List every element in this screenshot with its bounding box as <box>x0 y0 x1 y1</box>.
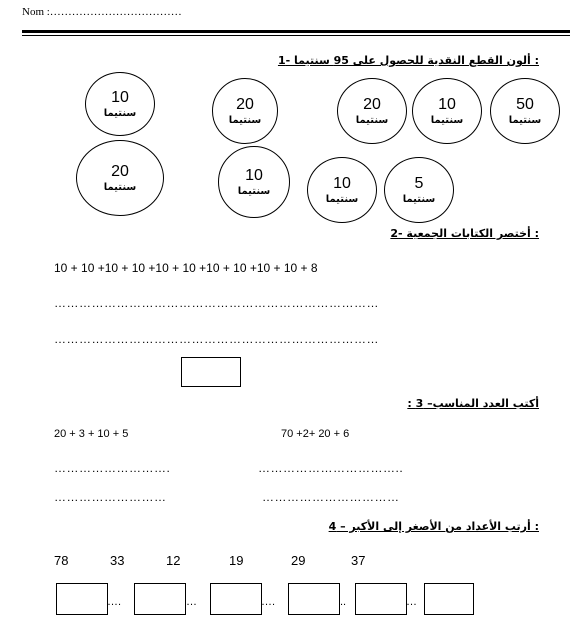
coin[interactable] <box>384 157 454 223</box>
answer-line[interactable]: …………………………….. <box>258 461 404 475</box>
coin-value: 10 <box>111 88 129 106</box>
addition-expression: 10 + 10 +10 + 10 +10 + 10 +10 + 10 +10 + 10 + 8 <box>54 261 318 275</box>
name-field-label: Nom :……………………………… <box>22 6 182 18</box>
coin-value: 50 <box>516 95 534 113</box>
coin-unit: سنتيما <box>355 114 389 126</box>
coin[interactable] <box>212 78 278 144</box>
coin[interactable] <box>76 140 164 216</box>
section2-heading: : أختصر الكتابات الجمعية -2 <box>390 227 539 240</box>
coin-unit: سنتيما <box>402 193 436 205</box>
number-item: 19 <box>229 553 244 568</box>
answer-line[interactable]: ……………………… <box>54 490 167 504</box>
order-separator: …. <box>107 596 122 608</box>
order-box[interactable] <box>288 583 340 615</box>
left-expression: 20 + 3 + 10 + 5 <box>54 428 129 440</box>
section1-heading: : ألون القطع النقدية للحصول على 95 سنتيما -1 <box>277 54 539 67</box>
section3-heading: أكتب العدد المناسب– 3 : <box>407 397 539 410</box>
answer-box[interactable] <box>181 357 241 387</box>
order-separator: …. <box>261 596 276 608</box>
number-item: 37 <box>351 553 366 568</box>
coin-unit: سنتيما <box>228 114 262 126</box>
coin[interactable] <box>307 157 377 223</box>
coin-value: 10 <box>333 174 351 192</box>
answer-line[interactable]: ………………………. <box>54 461 171 475</box>
coin-value: 20 <box>363 95 381 113</box>
header-rule-thin <box>22 35 570 36</box>
order-separator: .. <box>340 596 347 608</box>
order-separator: … <box>186 596 197 608</box>
number-item: 29 <box>291 553 306 568</box>
order-box[interactable] <box>134 583 186 615</box>
coin-value: 5 <box>414 174 424 192</box>
order-box[interactable] <box>424 583 474 615</box>
answer-line[interactable]: …………………………… <box>262 490 400 504</box>
order-box[interactable] <box>355 583 407 615</box>
coin-unit: سنتيما <box>103 107 137 119</box>
coin[interactable] <box>490 78 560 144</box>
coin-unit: سنتيما <box>325 193 359 205</box>
coin-value: 10 <box>245 166 263 184</box>
coin-unit: سنتيما <box>430 114 464 126</box>
coin-value: 10 <box>438 95 456 113</box>
number-item: 12 <box>166 553 181 568</box>
number-item: 78 <box>54 553 69 568</box>
coin-value: 20 <box>236 95 254 113</box>
coin[interactable] <box>218 146 290 218</box>
coin-value: 20 <box>111 162 129 180</box>
answer-line[interactable]: …………………………………………………………………… <box>54 332 379 346</box>
coin-unit: سنتيما <box>508 114 542 126</box>
right-expression: 70 +2+ 20 + 6 <box>281 428 350 440</box>
header-rule-thick <box>22 30 570 33</box>
number-item: 33 <box>110 553 125 568</box>
coin-unit: سنتيما <box>103 181 137 193</box>
order-box[interactable] <box>56 583 108 615</box>
coin[interactable] <box>412 78 482 144</box>
coin-unit: سنتيما <box>237 185 271 197</box>
order-separator: … <box>406 596 417 608</box>
section4-heading: : أرتب الأعداد من الأصغر إلى الأكبر – 4 <box>328 520 539 533</box>
coin[interactable] <box>337 78 407 144</box>
answer-line[interactable]: …………………………………………………………………… <box>54 296 379 310</box>
order-box[interactable] <box>210 583 262 615</box>
coin[interactable] <box>85 72 155 136</box>
